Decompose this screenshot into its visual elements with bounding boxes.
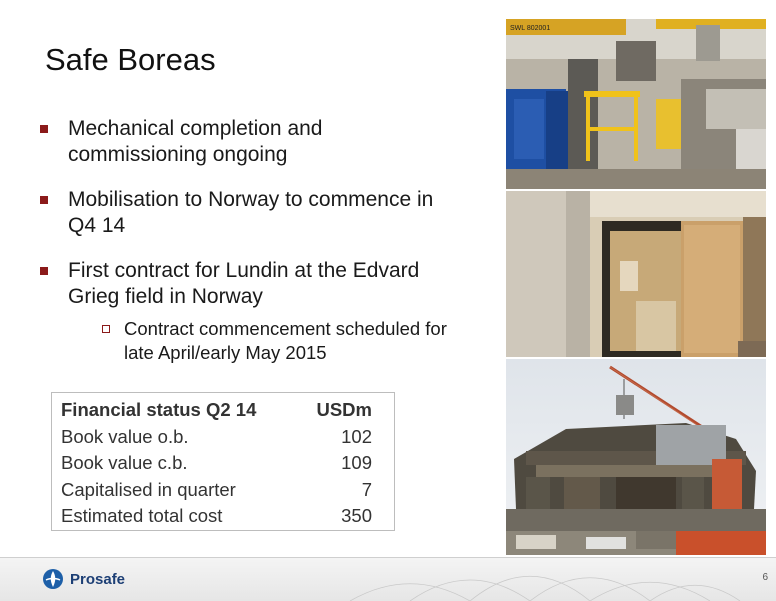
sub-bullet-text: Contract commencement scheduled for late April/early May 2015: [124, 318, 447, 363]
row-label: Estimated total cost: [61, 505, 223, 527]
square-bullet-icon: [40, 267, 48, 275]
row-label: Capitalised in quarter: [61, 478, 236, 500]
row-label: Book value c.b.: [61, 452, 188, 474]
prosafe-logo: [42, 565, 125, 593]
square-bullet-icon: [40, 125, 48, 133]
machine-label-text: SWL 802001: [510, 25, 551, 32]
row-label: Book value o.b.: [61, 425, 189, 447]
row-value: 109: [341, 452, 372, 474]
table-row: [61, 450, 372, 477]
table-row: [61, 424, 372, 451]
table-row: [61, 477, 372, 504]
prosafe-logo-icon: [42, 568, 64, 590]
bullet-text: First contract for Lundin at the Edvard Grieg field in Norway: [68, 259, 420, 308]
machinery-room-photo: [506, 19, 766, 189]
row-value: 7: [361, 478, 372, 500]
square-bullet-icon: [40, 196, 48, 204]
table-header-label: Financial status Q2 14: [61, 399, 257, 421]
slide-footer: [0, 557, 776, 601]
rig-construction-photo: [506, 359, 766, 555]
hollow-square-bullet-icon: [102, 325, 110, 333]
table-header-unit: USDm: [316, 399, 372, 421]
bullet-item: [40, 258, 460, 365]
sub-bullet-item: [102, 317, 460, 365]
footer-pattern: [330, 558, 776, 601]
row-value: 102: [341, 425, 372, 447]
page-number: 6: [762, 572, 768, 583]
bullet-item: [40, 116, 460, 168]
bullet-text: Mobilisation to Norway to commence in Q4 14: [68, 188, 434, 237]
cabin-interior-photo: [506, 191, 766, 357]
bullet-item: [40, 187, 460, 239]
slide-title: Safe Boreas: [45, 42, 216, 77]
bullet-text: Mechanical completion and commissioning ongoing: [68, 117, 323, 166]
table-row: [61, 503, 372, 530]
table-header-row: [61, 397, 372, 424]
logo-text: Prosafe: [70, 570, 126, 588]
row-value: 350: [341, 505, 372, 527]
bullet-list: [40, 116, 460, 384]
financial-status-table: [51, 392, 395, 531]
